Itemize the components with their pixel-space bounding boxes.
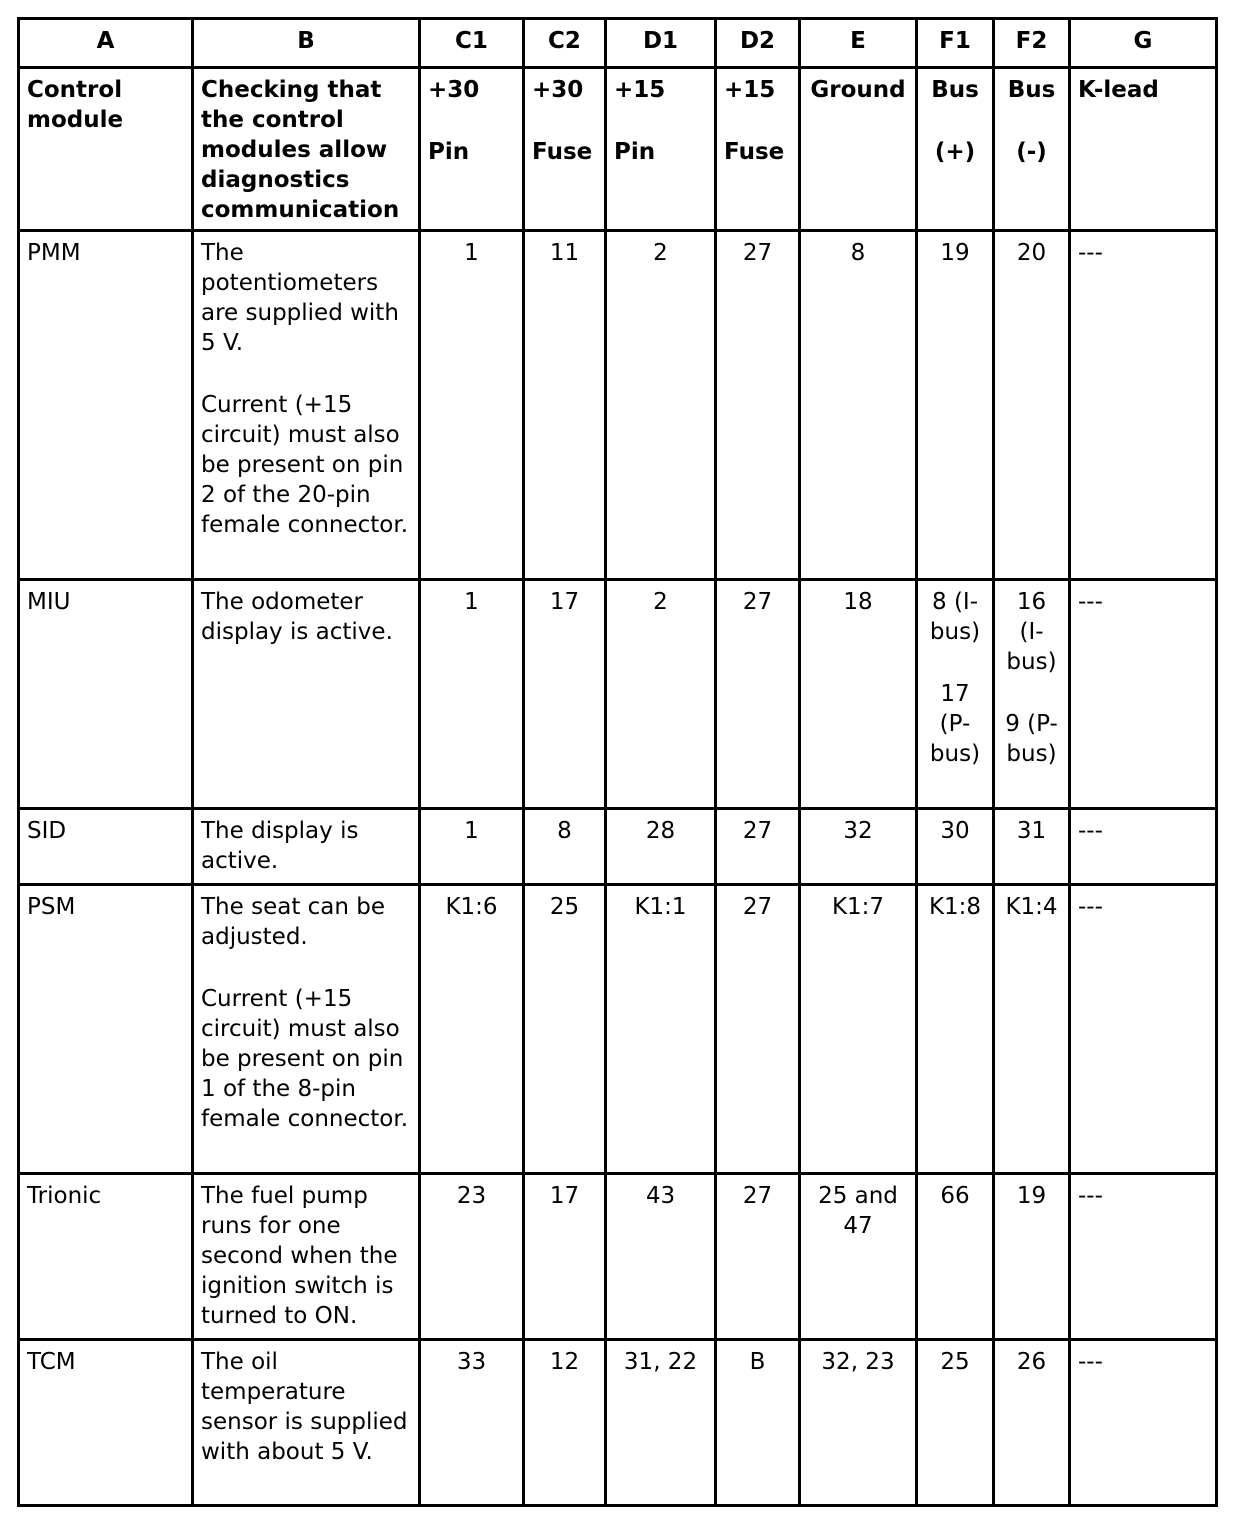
header-row <box>19 68 1217 231</box>
col-letter-f2: F2 <box>994 19 1070 68</box>
cell-check <box>193 231 420 580</box>
cell-f2 <box>994 580 1070 809</box>
cell-module: TCM <box>19 1340 193 1506</box>
header-c1-bottom: Pin <box>428 139 470 165</box>
cell-f1: 19 <box>917 231 994 580</box>
cell-f1: K1:8 <box>917 885 994 1174</box>
cell-d1: 31, 22 <box>606 1340 716 1506</box>
header-k-lead: K-lead <box>1070 68 1217 231</box>
cell-g: --- <box>1070 885 1217 1174</box>
cell-d1: K1:1 <box>606 885 716 1174</box>
col-letter-c2: C2 <box>524 19 606 68</box>
cell-c1: K1:6 <box>420 885 524 1174</box>
cell-c2: 12 <box>524 1340 606 1506</box>
header-f1-bottom: (+) <box>934 139 976 165</box>
cell-d2: 27 <box>716 1174 800 1340</box>
bus-pin-i: 16 (I-bus) <box>1006 589 1057 675</box>
col-letter-a: A <box>19 19 193 68</box>
header-f1 <box>917 68 994 231</box>
cell-c2: 11 <box>524 231 606 580</box>
cell-f1: 66 <box>917 1174 994 1340</box>
cell-e: 32 <box>800 809 917 885</box>
document-page <box>17 17 1218 1507</box>
cell-d2: 27 <box>716 231 800 580</box>
cell-check <box>193 1174 420 1340</box>
cell-c1: 1 <box>420 580 524 809</box>
bus-pin-p: 17 (P-bus) <box>929 681 981 767</box>
cell-check <box>193 809 420 885</box>
header-f2-top: Bus <box>1007 77 1056 103</box>
cell-c2: 17 <box>524 580 606 809</box>
table-row <box>19 1174 1217 1340</box>
column-letter-row <box>19 19 1217 68</box>
header-d1-top: +15 <box>614 77 666 103</box>
header-d2-bottom: Fuse <box>724 139 785 165</box>
table-row <box>19 809 1217 885</box>
cell-d2: B <box>716 1340 800 1506</box>
check-text: Current (+15 circuit) must also be present on pin 1 of the 8-pin female connector. <box>201 986 409 1132</box>
cell-module: PSM <box>19 885 193 1174</box>
cell-d1: 2 <box>606 580 716 809</box>
cell-f2: 19 <box>994 1174 1070 1340</box>
cell-e: 18 <box>800 580 917 809</box>
cell-g: --- <box>1070 1174 1217 1340</box>
cell-check <box>193 1340 420 1506</box>
cell-module: SID <box>19 809 193 885</box>
check-text: Current (+15 circuit) must also be present on pin 2 of the 20-pin female connector. <box>201 392 409 538</box>
cell-c2: 8 <box>524 809 606 885</box>
cell-e: 25 and 47 <box>800 1174 917 1340</box>
header-c1 <box>420 68 524 231</box>
check-text: The odometer display is active. <box>201 589 393 645</box>
cell-module: PMM <box>19 231 193 580</box>
cell-f2: 31 <box>994 809 1070 885</box>
header-d2 <box>716 68 800 231</box>
cell-f2: K1:4 <box>994 885 1070 1174</box>
cell-c1: 1 <box>420 231 524 580</box>
cell-g: --- <box>1070 809 1217 885</box>
cell-check <box>193 885 420 1174</box>
cell-d2: 27 <box>716 580 800 809</box>
header-c2-top: +30 <box>532 77 584 103</box>
header-c1-top: +30 <box>428 77 480 103</box>
cell-d2: 27 <box>716 809 800 885</box>
cell-c2: 17 <box>524 1174 606 1340</box>
diagnostics-table <box>17 17 1218 1507</box>
header-check: Checking that the control modules allow diagnostics communication <box>193 68 420 231</box>
check-text: The seat can be adjusted. <box>201 894 386 950</box>
cell-e: K1:7 <box>800 885 917 1174</box>
header-d1 <box>606 68 716 231</box>
table-row <box>19 231 1217 580</box>
header-f2 <box>994 68 1070 231</box>
header-control-module: Control module <box>19 68 193 231</box>
col-letter-g: G <box>1070 19 1217 68</box>
col-letter-e: E <box>800 19 917 68</box>
table-row <box>19 885 1217 1174</box>
cell-c1: 23 <box>420 1174 524 1340</box>
check-text: The potentiometers are supplied with 5 V. <box>201 240 399 356</box>
header-c2 <box>524 68 606 231</box>
header-f1-top: Bus <box>931 77 979 103</box>
cell-g: --- <box>1070 580 1217 809</box>
col-letter-f1: F1 <box>917 19 994 68</box>
cell-f1: 25 <box>917 1340 994 1506</box>
cell-f2: 26 <box>994 1340 1070 1506</box>
cell-d1: 2 <box>606 231 716 580</box>
check-text: The fuel pump runs for one second when the ignition switch is turned to ON. <box>201 1183 398 1329</box>
cell-e: 32, 23 <box>800 1340 917 1506</box>
cell-f1: 30 <box>917 809 994 885</box>
table-row <box>19 580 1217 809</box>
bus-pin-p: 9 (P-bus) <box>1005 711 1058 767</box>
cell-g: --- <box>1070 1340 1217 1506</box>
header-d1-bottom: Pin <box>614 139 656 165</box>
col-letter-c1: C1 <box>420 19 524 68</box>
cell-c1: 33 <box>420 1340 524 1506</box>
col-letter-d2: D2 <box>716 19 800 68</box>
cell-module: Trionic <box>19 1174 193 1340</box>
header-d2-top: +15 <box>724 77 776 103</box>
check-text: The oil temperature sensor is supplied with about 5 V. <box>201 1349 408 1465</box>
cell-d1: 43 <box>606 1174 716 1340</box>
cell-c2: 25 <box>524 885 606 1174</box>
cell-d1: 28 <box>606 809 716 885</box>
cell-e: 8 <box>800 231 917 580</box>
col-letter-d1: D1 <box>606 19 716 68</box>
cell-c1: 1 <box>420 809 524 885</box>
cell-module: MIU <box>19 580 193 809</box>
header-c2-bottom: Fuse <box>532 139 593 165</box>
col-letter-b: B <box>193 19 420 68</box>
cell-check <box>193 580 420 809</box>
cell-f2: 20 <box>994 231 1070 580</box>
cell-d2: 27 <box>716 885 800 1174</box>
header-ground: Ground <box>800 68 917 231</box>
cell-f1 <box>917 580 994 809</box>
header-f2-bottom: (-) <box>1016 139 1047 165</box>
check-text: The display is active. <box>201 818 359 874</box>
table-row <box>19 1340 1217 1506</box>
cell-g: --- <box>1070 231 1217 580</box>
bus-pin-i: 8 (I-bus) <box>929 589 981 645</box>
